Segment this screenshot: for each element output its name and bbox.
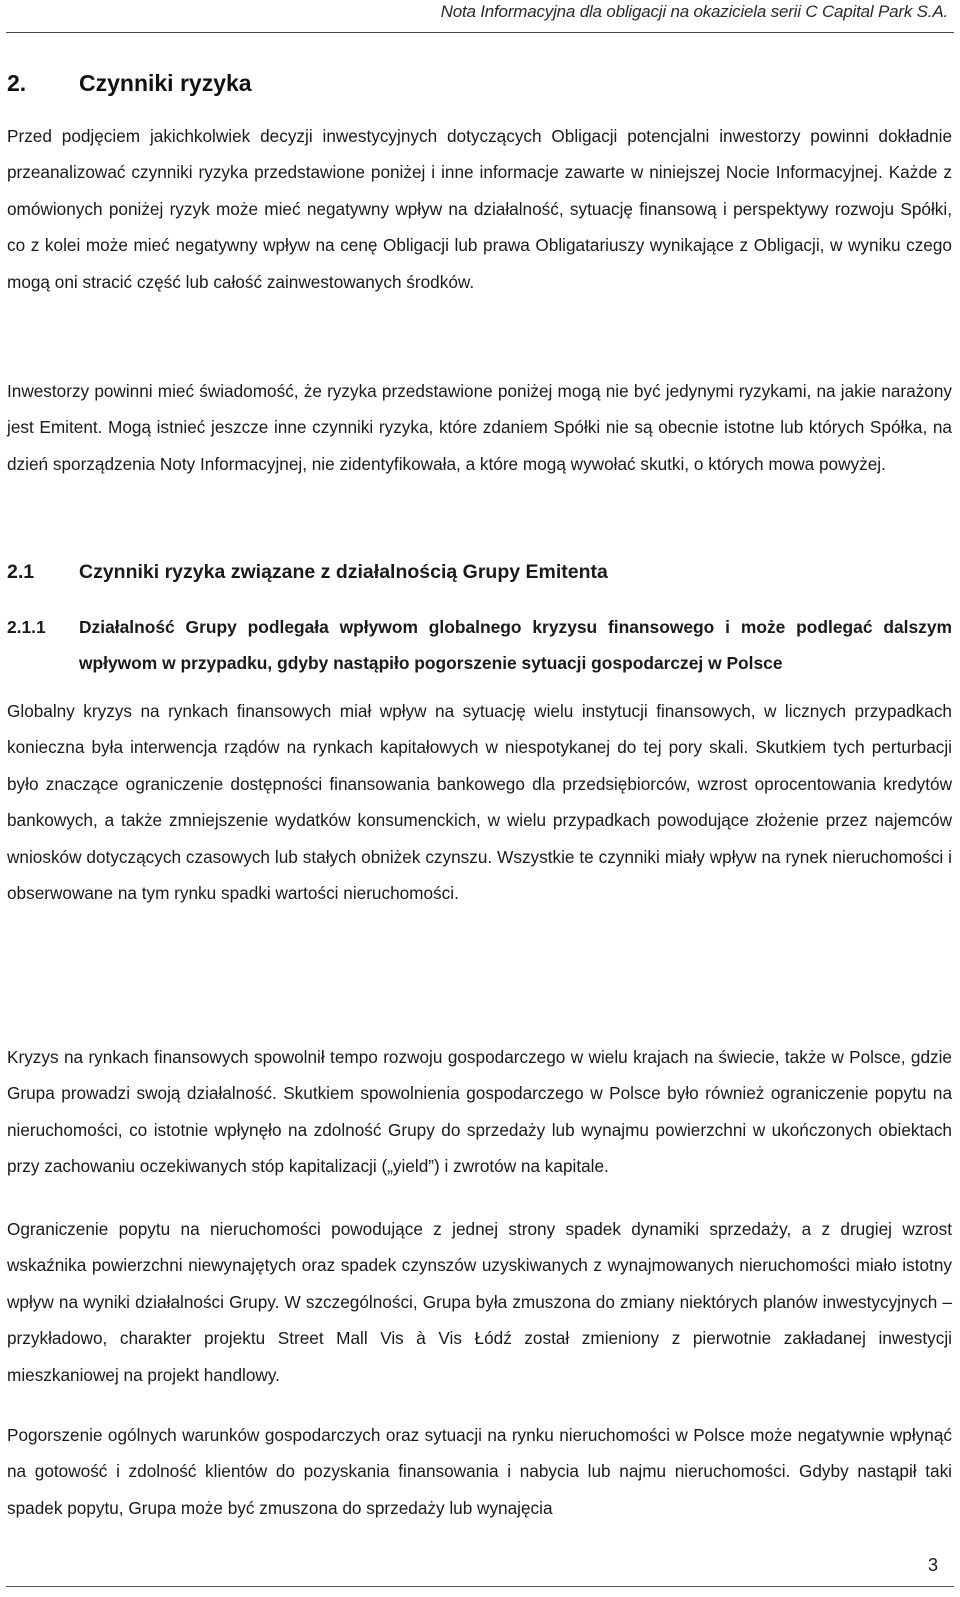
- body-paragraph: Pogorszenie ogólnych warunków gospodarczych oraz sytuacji na rynku nieruchomości w Polsce może negatywnie wpłynąć na gotowość i zdolność klientów do pozyskania finansowania i nabycia lub najmu nieruchomości. Gdyby nastąpił taki spadek popytu, Grupa może być zmuszona do sprzedaży lub wynajęcia: [7, 1425, 952, 1518]
- page-number: 3: [927, 1555, 938, 1575]
- section-heading: [7, 70, 252, 97]
- section-number: 2.: [7, 70, 27, 96]
- subsection-title: Czynniki ryzyka związane z działalnością Grupy Emitenta: [79, 561, 608, 583]
- subsection-heading: [7, 561, 608, 584]
- subsubsection-title: Działalność Grupy podlegała wpływom globalnego kryzysu finansowego i może podlegać dalszym wpływom w przypadku, gdyby nastąpiło pogorszenie sytuacji gospodarczej w Polsce: [79, 617, 952, 674]
- body-paragraph: Kryzys na rynkach finansowych spowolnił tempo rozwoju gospodarczego w wielu krajach na świecie, także w Polsce, gdzie Grupa prowadzi swoją działalność. Skutkiem spowolnienia gospodarczego w Polsce było również ograniczenie popytu na nieruchomości, co istotnie wpłynęło na zdolność Grupy do sprzedaży lub wynajmu powierzchni w ukończonych obiektach przy zachowaniu oczekiwanych stóp kapitalizacji („yield”) i zwrotów na kapitale.: [7, 1047, 952, 1177]
- section-title: Czynniki ryzyka: [79, 70, 252, 96]
- intro-paragraph: Przed podjęciem jakichkolwiek decyzji inwestycyjnych dotyczących Obligacji potencjalni inwestorzy powinni dokładnie przeanalizować czynniki ryzyka przedstawione poniżej i inne informacje zawarte w niniejszej Nocie Informacyjnej. Każde z omówionych poniżej ryzyk może mieć negatywny wpływ na działalność, sytuację finansową i perspektywy rozwoju Spółki, co z kolei może mieć negatywny wpływ na cenę Obligacji lub prawa Obligatariuszy wynikające z Obligacji, w wyniku czego mogą oni stracić część lub całość zainwestowanych środków.: [7, 126, 952, 292]
- subsection-number: 2.1: [7, 561, 35, 583]
- body-paragraph: Ograniczenie popytu na nieruchomości powodujące z jednej strony spadek dynamiki sprzedaży, a z drugiej wzrost wskaźnika powierzchni niewynajętych oraz spadek czynszów uzyskiwanych z wynajmowanych nieruchomości miało istotny wpływ na wyniki działalności Grupy. W szczególności, Grupa była zmuszona do zmiany niektórych planów inwestycyjnych – przykładowo, charakter projektu Street Mall Vis à Vis Łódź został zmieniony z pierwotnie zakładanej inwestycji mieszkaniowej na projekt handlowy.: [7, 1219, 952, 1385]
- subsubsection-number: 2.1.1: [7, 617, 46, 637]
- subsubsection-heading: [7, 609, 952, 682]
- footer-divider: [6, 1586, 954, 1587]
- intro-paragraph: Inwestorzy powinni mieć świadomość, że ryzyka przedstawione poniżej mogą nie być jedynymi ryzykami, na jakie narażony jest Emitent. Mogą istnieć jeszcze inne czynniki ryzyka, które zdaniem Spółki nie są obecnie istotne lub których Spółka, na dzień sporządzenia Noty Informacyjnej, nie zidentyfikowała, a które mogą wywołać skutki, o których mowa powyżej.: [7, 381, 952, 474]
- header-divider: [6, 32, 954, 33]
- running-header: Nota Informacyjna dla obligacji na okaziciela serii C Capital Park S.A.: [440, 2, 948, 21]
- body-paragraph: Globalny kryzys na rynkach finansowych miał wpływ na sytuację wielu instytucji finansowych, w licznych przypadkach konieczna była interwencja rządów na rynkach kapitałowych w niespotykanej do tej pory skali. Skutkiem tych perturbacji było znaczące ograniczenie dostępności finansowania bankowego dla przedsiębiorców, wzrost oprocentowania kredytów bankowych, a także zmniejszenie wydatków konsumenckich, w wielu przypadkach powodujące złożenie przez najemców wniosków dotyczących czasowych lub stałych obniżek czynszu. Wszystkie te czynniki miały wpływ na rynek nieruchomości i obserwowane na tym rynku spadki wartości nieruchomości.: [7, 701, 952, 904]
